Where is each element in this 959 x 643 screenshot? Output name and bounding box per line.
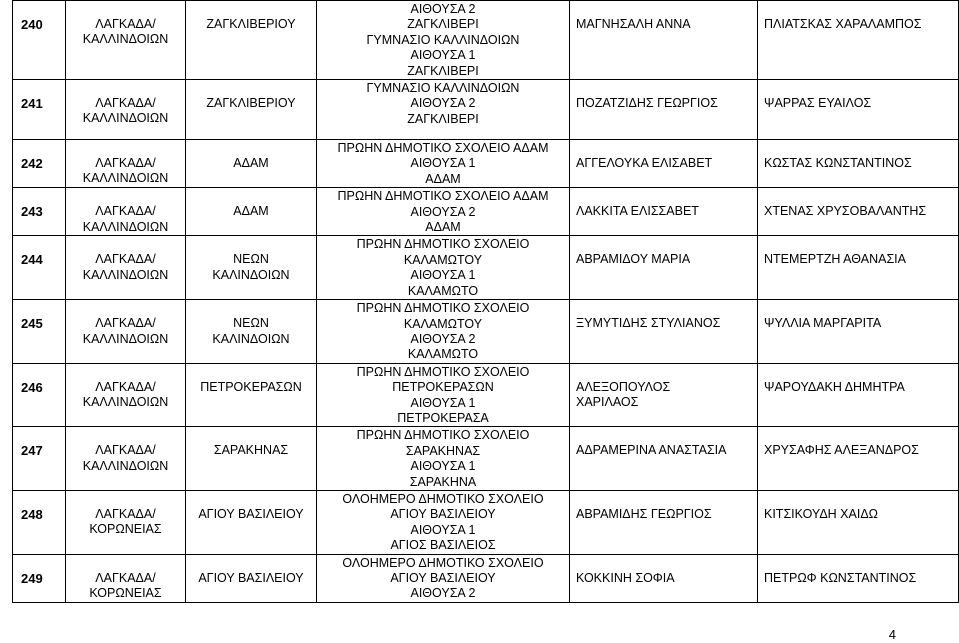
region-line: ΛΑΓΚΑΔΑ/ <box>95 379 156 394</box>
school-line: ΟΛΟΗΜΕΡΟ ΔΗΜΟΤΙΚΟ ΣΧΟΛΕΙΟ <box>342 491 544 506</box>
person1-line: ΑΒΡΑΜΙΔΟΥ ΜΑΡΙΑ <box>576 252 691 267</box>
table-row <box>13 80 959 140</box>
person2-cell: ΚΙΤΣΙΚΟΥΔΗ ΧΑΙΔΩ <box>758 490 959 554</box>
person1-cell <box>570 80 758 140</box>
school-line: ΠΡΩΗΝ ΔΗΜΟΤΙΚΟ ΣΧΟΛΕΙΟ ΑΔΑΜ <box>337 189 549 204</box>
person1-line: ΑΔΡΑΜΕΡΙΝΑ ΑΝΑΣΤΑΣΙΑ <box>576 443 727 458</box>
region-cell <box>66 554 186 602</box>
school-line: ΠΕΤΡΟΚΕΡΑΣΩΝ <box>392 380 494 395</box>
school-line: ΠΡΩΗΝ ΔΗΜΟΤΙΚΟ ΣΧΟΛΕΙΟ <box>356 428 530 443</box>
school-line: ΖΑΓΚΛΙΒΕΡΙ <box>407 17 479 32</box>
person2-cell: ΚΩΣΤΑΣ ΚΩΝΣΤΑΝΤΙΝΟΣ <box>758 140 959 188</box>
region-line: ΚΟΡΩΝΕΙΑΣ <box>89 586 162 600</box>
school-line: ΑΙΘΟΥΣΑ 2 <box>410 586 476 601</box>
area-line: ΣΑΡΑΚΗΝΑΣ <box>213 443 289 458</box>
school-line: ΣΑΡΑΚΗΝΑ <box>409 474 477 489</box>
school-line: ΑΔΑΜ <box>425 220 461 235</box>
area-cell <box>186 1 317 80</box>
region-line: ΚΑΛΛΙΝΔΟΙΩΝ <box>82 171 169 186</box>
region-cell <box>66 140 186 188</box>
school-line: ΑΓΙΟΥ ΒΑΣΙΛΕΙΟΥ <box>390 507 496 522</box>
school-line: ΠΡΩΗΝ ΔΗΜΟΤΙΚΟ ΣΧΟΛΕΙΟ <box>356 237 530 252</box>
school-line: ΚΑΛΑΜΩΤΟΥ <box>403 316 483 331</box>
school-line: ΓΥΜΝΑΣΙΟ ΚΑΛΛΙΝΔΟΙΩΝ <box>366 32 520 47</box>
region-line: ΚΑΛΛΙΝΔΟΙΩΝ <box>82 331 169 346</box>
school-line: ΚΑΛΑΜΩΤΟ <box>407 347 479 362</box>
assignment-table <box>12 0 959 603</box>
area-line: ΑΓΙΟΥ ΒΑΣΙΛΕΙΟΥ <box>198 506 304 521</box>
table-row <box>13 554 959 602</box>
area-line: ΝΕΩΝ <box>233 252 269 267</box>
person2-cell: ΧΤΕΝΑΣ ΧΡΥΣΟΒΑΛΑΝΤΗΣ <box>758 188 959 236</box>
school-line: ΑΙΘΟΥΣΑ 1 <box>410 268 476 283</box>
region-cell <box>66 363 186 427</box>
table-row <box>13 140 959 188</box>
row-number: 246 <box>13 363 66 427</box>
area-line: ΖΑΓΚΛΙΒΕΡΙΟΥ <box>206 96 296 111</box>
school-cell <box>317 300 570 364</box>
person2-cell: ΠΕΤΡΩΦ ΚΩΝΣΤΑΝΤΙΝΟΣ <box>758 554 959 602</box>
area-line: ΚΑΛΙΝΔΟΙΩΝ <box>212 331 290 346</box>
person2-cell: ΨΥΛΛΙΑ ΜΑΡΓΑΡΙΤΑ <box>758 300 959 364</box>
school-line: ΑΙΘΟΥΣΑ 2 <box>410 96 476 111</box>
area-line: ΑΓΙΟΥ ΒΑΣΙΛΕΙΟΥ <box>198 570 304 585</box>
area-cell <box>186 80 317 140</box>
region-line: ΛΑΓΚΑΔΑ/ <box>95 96 156 111</box>
region-line: ΛΑΓΚΑΔΑ/ <box>95 252 156 267</box>
area-line: ΖΑΓΚΛΙΒΕΡΙΟΥ <box>206 17 296 31</box>
person1-cell <box>570 300 758 364</box>
region-line: ΚΑΛΛΙΝΔΟΙΩΝ <box>82 111 169 126</box>
region-line: ΛΑΓΚΑΔΑ/ <box>95 506 156 521</box>
region-line: ΚΑΛΛΙΝΔΟΙΩΝ <box>82 267 169 282</box>
region-cell <box>66 300 186 364</box>
person1-line: ΠΟΖΑΤΖΙΔΗΣ ΓΕΩΡΓΙΟΣ <box>576 96 718 111</box>
row-number: 247 <box>13 427 66 491</box>
area-line: ΑΔΑΜ <box>233 156 269 171</box>
school-line: ΖΑΓΚΛΙΒΕΡΙ <box>407 111 479 126</box>
school-cell <box>317 363 570 427</box>
table-row <box>13 1 959 80</box>
table-row <box>13 236 959 300</box>
person2-cell: ΠΛΙΑΤΣΚΑΣ ΧΑΡΑΛΑΜΠΟΣ <box>758 1 959 80</box>
region-line: ΚΑΛΛΙΝΔΟΙΩΝ <box>82 395 169 410</box>
region-line: ΚΑΛΛΙΝΔΟΙΩΝ <box>82 32 169 47</box>
person1-line: ΚΟΚΚΙΝΗ ΣΟΦΙΑ <box>576 570 675 585</box>
area-cell <box>186 188 317 236</box>
school-cell <box>317 1 570 80</box>
school-line: ΠΕΤΡΟΚΕΡΑΣΑ <box>397 410 489 425</box>
row-number: 241 <box>13 80 66 140</box>
person1-line: ΜΑΓΝΗΣΑΛΗ ΑΝΝΑ <box>576 17 691 31</box>
school-line: ΠΡΩΗΝ ΔΗΜΟΤΙΚΟ ΣΧΟΛΕΙΟ <box>356 364 530 379</box>
person1-cell <box>570 140 758 188</box>
school-line: ΑΙΘΟΥΣΑ 1 <box>410 522 476 537</box>
school-line: ΚΑΛΑΜΩΤΟΥ <box>403 252 483 267</box>
area-line: ΝΕΩΝ <box>233 316 269 331</box>
school-line: ΑΙΘΟΥΣΑ 1 <box>410 156 476 171</box>
person1-cell <box>570 1 758 80</box>
school-cell <box>317 80 570 140</box>
region-cell <box>66 188 186 236</box>
area-cell <box>186 554 317 602</box>
row-number: 248 <box>13 490 66 554</box>
table-row <box>13 363 959 427</box>
person1-cell <box>570 427 758 491</box>
school-line: ΚΑΛΑΜΩΤΟ <box>407 283 479 298</box>
person2-cell: ΧΡΥΣΑΦΗΣ ΑΛΕΞΑΝΔΡΟΣ <box>758 427 959 491</box>
person1-cell <box>570 363 758 427</box>
school-cell <box>317 236 570 300</box>
school-line: ΑΙΘΟΥΣΑ 2 <box>410 204 476 219</box>
school-cell <box>317 490 570 554</box>
region-cell <box>66 236 186 300</box>
region-line: ΛΑΓΚΑΔΑ/ <box>95 204 156 219</box>
row-number: 243 <box>13 188 66 236</box>
school-line: ΠΡΩΗΝ ΔΗΜΟΤΙΚΟ ΣΧΟΛΕΙΟ <box>356 301 530 316</box>
person1-cell <box>570 490 758 554</box>
school-line: ΓΥΜΝΑΣΙΟ ΚΑΛΛΙΝΔΟΙΩΝ <box>366 81 520 96</box>
school-cell <box>317 554 570 602</box>
person2-cell: ΨΑΡΟΥΔΑΚΗ ΔΗΜΗΤΡΑ <box>758 363 959 427</box>
person1-line: ΑΒΡΑΜΙΔΗΣ ΓΕΩΡΓΙΟΣ <box>576 506 712 521</box>
area-cell <box>186 140 317 188</box>
person1-line: ΑΓΓΕΛΟΥΚΑ ΕΛΙΣΑΒΕΤ <box>576 156 713 171</box>
table-body <box>13 1 959 603</box>
person1-line: ΛΑΚΚΙΤΑ ΕΛΙΣΣΑΒΕΤ <box>576 204 699 219</box>
person1-line: ΑΛΕΞΟΠΟΥΛΟΣ <box>576 379 671 394</box>
school-line: ΠΡΩΗΝ ΔΗΜΟΤΙΚΟ ΣΧΟΛΕΙΟ ΑΔΑΜ <box>337 141 549 156</box>
table-row <box>13 427 959 491</box>
region-cell <box>66 1 186 80</box>
school-cell <box>317 140 570 188</box>
region-cell <box>66 490 186 554</box>
area-cell <box>186 236 317 300</box>
school-line: ΑΙΘΟΥΣΑ 1 <box>410 395 476 410</box>
table-row <box>13 300 959 364</box>
area-cell <box>186 363 317 427</box>
area-line: ΚΑΛΙΝΔΟΙΩΝ <box>212 267 290 282</box>
area-cell <box>186 300 317 364</box>
table-row <box>13 188 959 236</box>
row-number: 245 <box>13 300 66 364</box>
region-line: ΚΟΡΩΝΕΙΑΣ <box>89 522 162 537</box>
person2-cell: ΝΤΕΜΕΡΤΖΗ ΑΘΑΝΑΣΙΑ <box>758 236 959 300</box>
row-number: 242 <box>13 140 66 188</box>
row-number: 240 <box>13 1 66 80</box>
region-line: ΛΑΓΚΑΔΑ/ <box>95 17 156 31</box>
school-line: ΑΙΘΟΥΣΑ 2 <box>410 331 476 346</box>
table-row <box>13 490 959 554</box>
row-number: 249 <box>13 554 66 602</box>
row-number: 244 <box>13 236 66 300</box>
person1-cell <box>570 236 758 300</box>
school-cell <box>317 427 570 491</box>
region-line: ΛΑΓΚΑΔΑ/ <box>95 156 156 171</box>
person1-line: ΧΑΡΙΛΑΟΣ <box>576 395 639 410</box>
region-line: ΛΑΓΚΑΔΑ/ <box>95 443 156 458</box>
school-line: ΑΓΙΟΣ ΒΑΣΙΛΕΙΟΣ <box>390 538 496 553</box>
person1-cell <box>570 188 758 236</box>
region-cell <box>66 427 186 491</box>
area-cell <box>186 490 317 554</box>
region-cell <box>66 80 186 140</box>
school-line: ΑΙΘΟΥΣΑ 1 <box>410 48 476 63</box>
region-line: ΚΑΛΛΙΝΔΟΙΩΝ <box>82 458 169 473</box>
region-line: ΛΑΓΚΑΔΑ/ <box>95 316 156 331</box>
area-line: ΠΕΤΡΟΚΕΡΑΣΩΝ <box>200 379 302 394</box>
school-line: ΟΛΟΗΜΕΡΟ ΔΗΜΟΤΙΚΟ ΣΧΟΛΕΙΟ <box>342 555 544 570</box>
person1-cell <box>570 554 758 602</box>
school-line: ΣΑΡΑΚΗΝΑΣ <box>405 443 481 458</box>
area-line: ΑΔΑΜ <box>233 204 269 219</box>
school-line: ΑΔΑΜ <box>425 171 461 186</box>
region-line: ΚΑΛΛΙΝΔΟΙΩΝ <box>82 219 169 234</box>
area-cell <box>186 427 317 491</box>
school-line: ΑΙΘΟΥΣΑ 2 <box>410 2 476 16</box>
school-cell <box>317 188 570 236</box>
person2-cell: ΨΑΡΡΑΣ ΕΥΑΙΛΟΣ <box>758 80 959 140</box>
school-line: ΖΑΓΚΛΙΒΕΡΙ <box>407 63 479 78</box>
school-line: ΑΙΘΟΥΣΑ 1 <box>410 459 476 474</box>
region-line: ΛΑΓΚΑΔΑ/ <box>95 570 156 585</box>
page-number: 4 <box>888 627 896 642</box>
person1-line: ΞΥΜΥΤΙΔΗΣ ΣΤΥΛΙΑΝΟΣ <box>576 316 721 331</box>
school-line: ΑΓΙΟΥ ΒΑΣΙΛΕΙΟΥ <box>390 571 496 585</box>
